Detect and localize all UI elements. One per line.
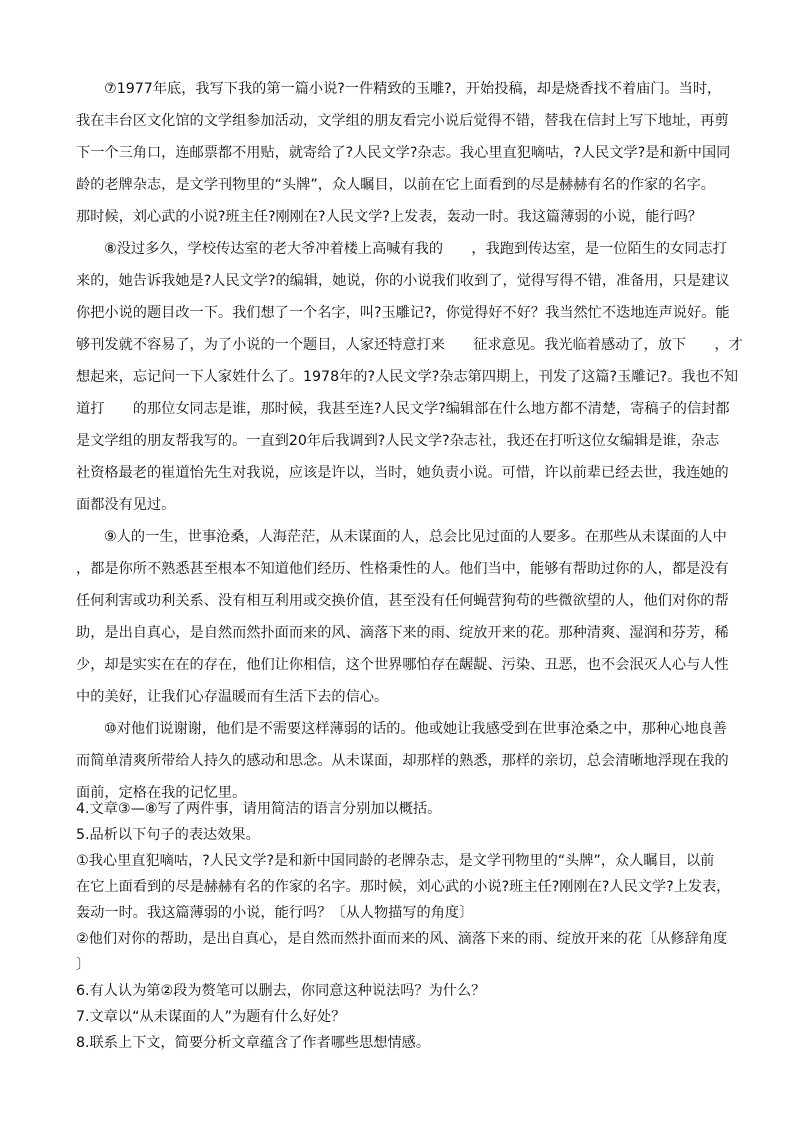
text-line: 够刊发就不容易了，为了小说的一个题目，人家还特意打来 征求意见。我光临着感动了，放下 ，才 [76, 337, 743, 353]
text-line: 是文学组的朋友帮我写的。一直到20年后我调到?人民文学?杂志社，我还在打听这位女编辑是谁，杂志 [76, 433, 720, 449]
text-line: ⑩对他们说谢谢，他们是不需要这样薄弱的话的。他或她让我感受到在世事沧桑之中，那种心地良善 [104, 721, 727, 737]
text-line: 面前，定格在我的记忆里。 [76, 785, 247, 801]
text-line: 少，却是实实在在的存在，他们让你相信，这个世界哪怕存在龌龊、污染、丑恶，也不会泯灭人心与人性 [76, 657, 729, 673]
question-5-item-1: ①我心里直犯嘀咕，?人民文学?是和新中国同龄的老牌杂志，是文学刊物里的“头牌”，众人瞩目，以前 [76, 853, 715, 869]
text-line: 道打 的那位女同志是谁，那时候，我甚至连?人民文学?编辑部在什么地方都不清楚，寄稿子的信封都 [76, 401, 730, 417]
text-line: 龄的老牌杂志，是文学刊物里的“头牌”，众人瞩目，以前在它上面看到的尽是赫赫有名的作家的名字。 [76, 177, 715, 193]
text-line: 想起来，忘记问一下人家姓什么了。1978年的?人民文学?杂志第四期上，刊发了这篇?玉雕记?。我也不知 [76, 369, 739, 385]
text-line: 你把小说的题目改一下。我们想了一个名字，叫?玉雕记?，你觉得好不好？我当然忙不迭地连声说好。能 [76, 305, 730, 321]
text-line: 那时候，刘心武的小说?班主任?刚刚在?人民文学?上发表，轰动一时。我这篇薄弱的小说，能行吗？ [76, 209, 702, 225]
text-line: 我在丰台区文化馆的文学组参加活动，文学组的朋友看完小说后觉得不错，替我在信封上写下地址，再剪 [76, 113, 729, 129]
text-line: 来的，她告诉我她是?人民文学?的编辑，她说，你的小说我们收到了，觉得写得不错，准备用，只是建议 [76, 273, 730, 289]
text-line: 社资格最老的崔道怡先生对我说，应该是许以，当时，她负责小说。可惜，许以前辈已经去世，我连她的 [76, 465, 729, 481]
paragraph-8 [76, 233, 743, 521]
question-8: 8.联系上下文，简要分析文章蕴含了作者哪些思想情感。 [76, 1035, 431, 1051]
text-line: 任何利害或功利关系、没有相互利用或交换价值，甚至没有任何蝇营狗苟的些微欲望的人，他们对你的帮 [76, 593, 729, 609]
text-line: ⑨人的一生，世事沧桑，人海茫茫，从未谋面的人，总会比见过面的人要多。在那些从未谋面的人中 [104, 529, 727, 545]
text-line: 下一个三角口，连邮票都不用贴，就寄给了?人民文学?杂志。我心里直犯嘀咕，?人民文学?是和新中国同 [76, 145, 731, 161]
question-6: 6.有人认为第②段为赘笔可以删去，你同意这种说法吗？为什么？ [76, 983, 486, 999]
paragraph-10 [76, 713, 729, 809]
question-5-item-1-cont: 轰动一时。我这篇薄弱的小说，能行吗？〔从人物描写的角度〕 [76, 905, 474, 921]
text-line: 助，是出自真心，是自然而然扑面而来的风、滴落下来的雨、绽放开来的花。那种清爽、湿润和芬芳，稀 [76, 625, 729, 641]
question-4: 4.文章③—⑧写了两件事，请用简洁的语言分别加以概括。 [76, 801, 442, 817]
question-5-item-2: ②他们对你的帮助，是出自真心，是自然而然扑面而来的风、滴落下来的雨、绽放开来的花〔从修辞角度 [76, 931, 728, 947]
question-5: 5.品析以下句子的表达效果。 [76, 827, 260, 843]
paragraph-7 [76, 73, 731, 233]
paragraph-9 [76, 521, 729, 713]
questions-section [76, 796, 731, 1056]
question-5-item-1-cont: 在它上面看到的尽是赫赫有名的作家的名字。那时候，刘心武的小说?班主任?刚刚在?人民文学?上发表， [76, 879, 731, 895]
text-line: ，都是你所不熟悉甚至根本不知道他们经历、性格秉性的人。他们当中，能够有帮助过你的人，都是没有 [76, 561, 729, 577]
text-line: ⑧没过多久，学校传达室的老大爷冲着楼上高喊有我的 ，我跑到传达室，是一位陌生的女同志打 [104, 241, 727, 257]
question-5-item-2-cont: 〕 [76, 957, 91, 973]
text-line: 中的美好，让我们心存温暖而有生活下去的信心。 [76, 689, 389, 705]
text-line: ⑦1977年底，我写下我的第一篇小说?一件精致的玉雕?，开始投稿，却是烧香找不着庙门。当时， [104, 81, 722, 97]
text-line: 面都没有见过。 [76, 497, 176, 513]
question-7: 7.文章以“从未谋面的人”为题有什么好处？ [76, 1009, 346, 1025]
text-line: 而简单清爽所带给人持久的感动和思念。从未谋面，却那样的熟悉，那样的亲切，总会清晰地浮现在我的 [76, 753, 729, 769]
